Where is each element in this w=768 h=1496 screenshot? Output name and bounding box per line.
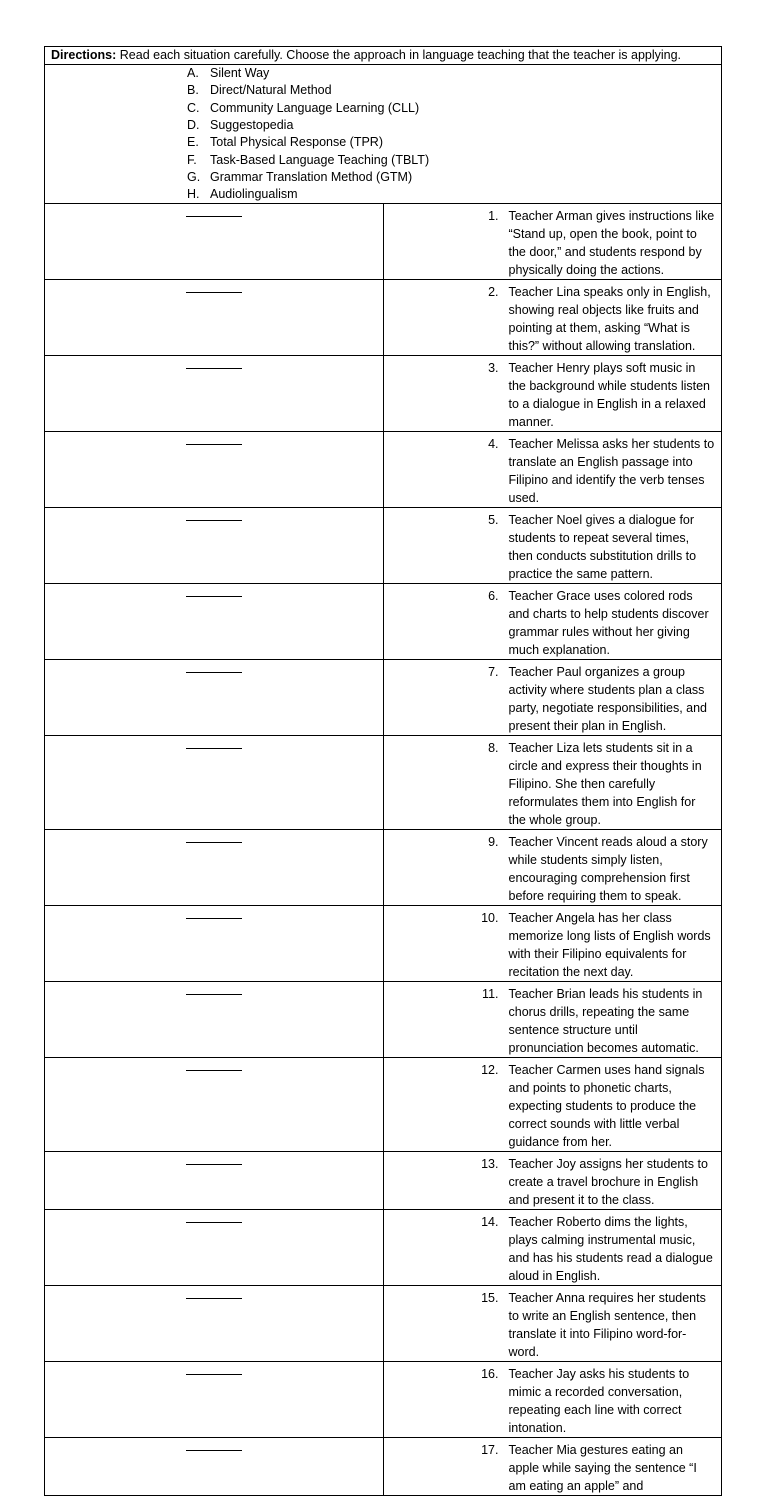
question-row bbox=[45, 1058, 722, 1152]
question-text: Teacher Melissa asks her students to translate an English passage into Filipino and identify the verb tenses used. bbox=[508, 437, 715, 505]
question-row bbox=[45, 1210, 722, 1286]
question-cell bbox=[383, 982, 722, 1058]
question-number: 1. bbox=[488, 209, 499, 223]
answer-cell[interactable] bbox=[45, 830, 384, 906]
answer-blank-line[interactable] bbox=[186, 906, 242, 919]
option-letter: H. bbox=[187, 187, 200, 202]
question-cell bbox=[383, 1362, 722, 1438]
question-row bbox=[45, 584, 722, 660]
question-cell bbox=[383, 660, 722, 736]
question-text: Teacher Carmen uses hand signals and points to phonetic charts, expecting students to produce the correct sounds with little verbal guidance from her. bbox=[508, 1063, 705, 1149]
answer-cell[interactable] bbox=[45, 736, 384, 830]
answer-blank-line[interactable] bbox=[186, 432, 242, 445]
directions-text: Read each situation carefully. Choose the approach in language teaching that the teacher is applying. bbox=[116, 48, 682, 62]
worksheet-table bbox=[44, 46, 722, 1496]
answer-blank-line[interactable] bbox=[186, 982, 242, 995]
question-cell bbox=[383, 1152, 722, 1210]
question-cell bbox=[383, 356, 722, 432]
option-letter: C. bbox=[187, 100, 200, 115]
question-number: 9. bbox=[488, 835, 499, 849]
question-row bbox=[45, 830, 722, 906]
option-text: Silent Way bbox=[210, 66, 270, 80]
question-text: Teacher Lina speaks only in English, showing real objects like fruits and pointing at them, asking “What is this?” without allowing translation. bbox=[508, 285, 711, 353]
question-number: 8. bbox=[488, 741, 499, 755]
answer-blank-line[interactable] bbox=[186, 1058, 242, 1071]
question-cell bbox=[383, 584, 722, 660]
option-text: Total Physical Response (TPR) bbox=[210, 135, 383, 150]
answer-blank-line[interactable] bbox=[186, 830, 242, 843]
question-text: Teacher Paul organizes a group activity where students plan a class party, negotiate responsibilities, and present their plan in English. bbox=[508, 665, 707, 733]
answer-blank-line[interactable] bbox=[186, 1210, 242, 1223]
option-text: Community Language Learning (CLL) bbox=[210, 100, 420, 115]
question-row bbox=[45, 280, 722, 356]
answer-cell[interactable] bbox=[45, 584, 384, 660]
answer-blank-line[interactable] bbox=[186, 280, 242, 293]
answer-cell[interactable] bbox=[45, 1152, 384, 1210]
question-text: Teacher Joy assigns her students to create a travel brochure in English and present it to the class. bbox=[508, 1157, 708, 1207]
question-text: Teacher Brian leads his students in chorus drills, repeating the same sentence structure until pronunciation becomes automatic. bbox=[508, 987, 703, 1055]
option-text: Direct/Natural Method bbox=[210, 83, 332, 98]
question-number: 2. bbox=[488, 285, 499, 299]
answer-cell[interactable] bbox=[45, 1438, 384, 1496]
directions-row bbox=[45, 47, 722, 65]
answer-cell[interactable] bbox=[45, 432, 384, 508]
answer-cell[interactable] bbox=[45, 1286, 384, 1362]
answer-cell[interactable] bbox=[45, 1362, 384, 1438]
question-text: Teacher Roberto dims the lights, plays calming instrumental music, and has his students read a dialogue aloud in English. bbox=[508, 1215, 713, 1283]
answer-cell[interactable] bbox=[45, 1058, 384, 1152]
option-text: Suggestopedia bbox=[210, 117, 294, 132]
question-text: Teacher Anna requires her students to write an English sentence, then translate it into Filipino word-for-word. bbox=[508, 1291, 706, 1359]
question-cell bbox=[383, 830, 722, 906]
option-letter: D. bbox=[187, 117, 200, 132]
question-text: Teacher Jay asks his students to mimic a recorded conversation, repeating each line with correct intonation. bbox=[508, 1367, 690, 1435]
answer-cell[interactable] bbox=[45, 906, 384, 982]
question-number: 11. bbox=[482, 987, 499, 1001]
worksheet bbox=[44, 46, 722, 1493]
question-text: Teacher Vincent reads aloud a story while students simply listen, encouraging comprehension first before requiring them to speak. bbox=[508, 835, 708, 903]
question-text: Teacher Grace uses colored rods and charts to help students discover grammar rules without her giving much explanation. bbox=[508, 589, 709, 657]
question-cell bbox=[383, 432, 722, 508]
question-row bbox=[45, 508, 722, 584]
answer-cell[interactable] bbox=[45, 204, 384, 280]
question-text: Teacher Noel gives a dialogue for students to repeat several times, then conducts substitution drills to practice the same pattern. bbox=[508, 513, 697, 581]
question-cell bbox=[383, 906, 722, 982]
answer-cell[interactable] bbox=[45, 508, 384, 584]
answer-blank-line[interactable] bbox=[186, 660, 242, 673]
question-row bbox=[45, 982, 722, 1058]
question-text: Teacher Mia gestures eating an apple while saying the sentence “I am eating an apple” and bbox=[508, 1443, 697, 1493]
question-row bbox=[45, 1362, 722, 1438]
question-row bbox=[45, 660, 722, 736]
question-number: 3. bbox=[488, 361, 499, 375]
options-cell bbox=[45, 65, 722, 204]
directions-label: Directions: bbox=[51, 48, 117, 62]
question-cell bbox=[383, 1210, 722, 1286]
answer-blank-line[interactable] bbox=[186, 1286, 242, 1299]
question-number: 7. bbox=[488, 665, 499, 679]
option-letter: E. bbox=[187, 135, 199, 150]
options-row bbox=[45, 65, 722, 204]
question-row bbox=[45, 736, 722, 830]
option-text: Audiolingualism bbox=[210, 187, 298, 202]
question-text: Teacher Liza lets students sit in a circle and express their thoughts in Filipino. She then carefully reformulates them into English for the whole group. bbox=[508, 741, 702, 827]
answer-blank-line[interactable] bbox=[186, 204, 242, 217]
question-number: 12. bbox=[481, 1063, 499, 1077]
question-cell bbox=[383, 280, 722, 356]
answer-blank-line[interactable] bbox=[186, 584, 242, 597]
question-number: 15. bbox=[481, 1291, 499, 1305]
question-row bbox=[45, 356, 722, 432]
answer-cell[interactable] bbox=[45, 982, 384, 1058]
question-text: Teacher Angela has her class memorize long lists of English words with their Filipino equivalents for recitation the next day. bbox=[508, 911, 711, 979]
answer-blank-line[interactable] bbox=[186, 356, 242, 369]
answer-blank-line[interactable] bbox=[186, 508, 242, 521]
question-number: 14. bbox=[481, 1215, 499, 1229]
option-letter: A. bbox=[187, 66, 199, 80]
answer-blank-line[interactable] bbox=[186, 1152, 242, 1165]
answer-cell[interactable] bbox=[45, 356, 384, 432]
option-text: Grammar Translation Method (GTM) bbox=[210, 169, 413, 184]
option-letter: B. bbox=[187, 83, 199, 98]
answer-blank-line[interactable] bbox=[186, 1362, 242, 1375]
question-text: Teacher Henry plays soft music in the background while students listen to a dialogue in English in a relaxed manner. bbox=[508, 361, 711, 429]
question-number: 6. bbox=[488, 589, 499, 603]
question-row bbox=[45, 1286, 722, 1362]
question-cell bbox=[383, 1286, 722, 1362]
answer-cell[interactable] bbox=[45, 660, 384, 736]
question-cell bbox=[383, 1438, 722, 1496]
answer-cell[interactable] bbox=[45, 280, 384, 356]
question-number: 5. bbox=[488, 513, 499, 527]
answer-blank-line[interactable] bbox=[186, 1438, 242, 1451]
question-row bbox=[45, 1152, 722, 1210]
question-cell bbox=[383, 736, 722, 830]
question-number: 13. bbox=[481, 1157, 499, 1171]
question-number: 17. bbox=[481, 1443, 499, 1457]
question-cell bbox=[383, 508, 722, 584]
question-row bbox=[45, 906, 722, 982]
answer-cell[interactable] bbox=[45, 1210, 384, 1286]
question-number: 16. bbox=[481, 1367, 499, 1381]
question-row bbox=[45, 432, 722, 508]
question-row bbox=[45, 204, 722, 280]
option-text: Task-Based Language Teaching (TBLT) bbox=[210, 152, 430, 167]
question-number: 4. bbox=[488, 437, 499, 451]
answer-blank-line[interactable] bbox=[186, 736, 242, 749]
question-cell bbox=[383, 204, 722, 280]
question-text: Teacher Arman gives instructions like “Stand up, open the book, point to the door,” and students respond by physically doing the actions. bbox=[508, 209, 715, 277]
question-cell bbox=[383, 1058, 722, 1152]
option-letter: G. bbox=[187, 169, 201, 184]
option-letter: F. bbox=[187, 152, 197, 167]
question-row bbox=[45, 1438, 722, 1496]
directions-cell bbox=[45, 47, 722, 65]
question-number: 10. bbox=[481, 911, 499, 925]
